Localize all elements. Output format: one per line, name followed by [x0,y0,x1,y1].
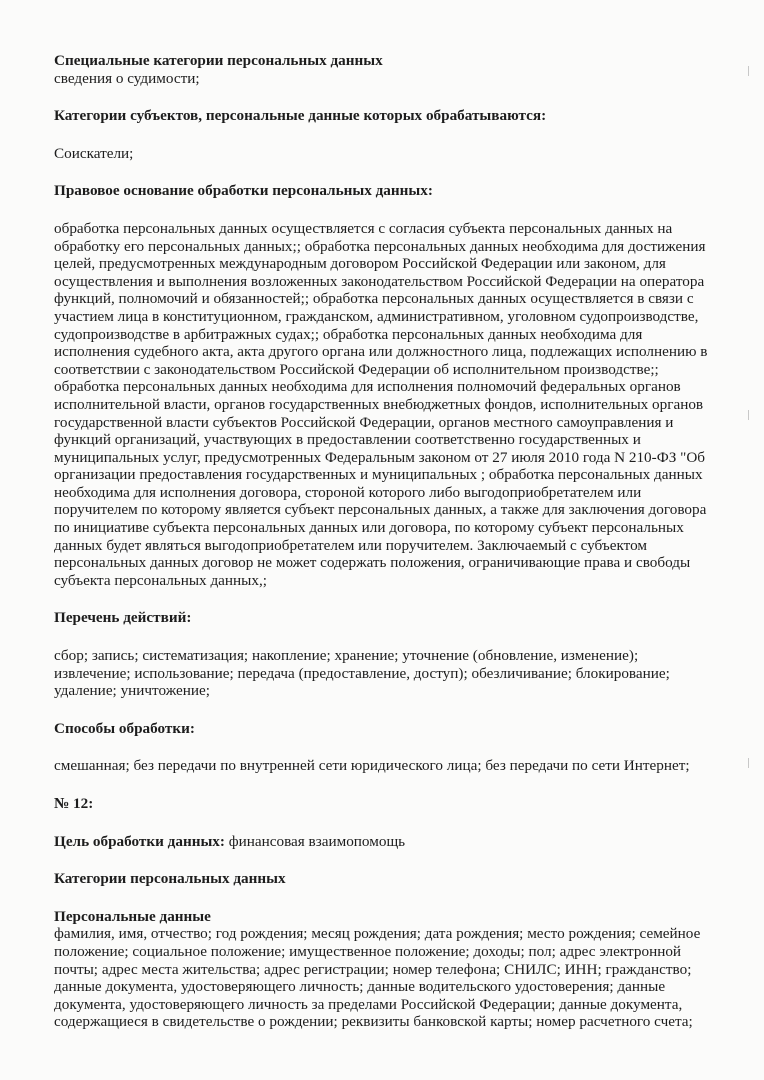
purpose-label: Цель обработки данных: [54,832,225,850]
actions-line: сбор; запись; систематизация; накопление; хранение; уточнение (обновление, изменение); [54,647,639,665]
personal-data-line: содержащиеся в свидетельстве о рождении; реквизиты банковской карты; номер расчетного счета; [54,1013,693,1031]
personal-data-line: данные документа, удостоверяющего личность; данные водительского удостоверения; данные [54,978,666,996]
document-body [54,52,724,1031]
legal-basis-line: организации предоставления государственных и муниципальных ; обработка персональных данных [54,466,703,484]
special-categories-heading: Специальные категории персональных данных [54,52,383,69]
subject-categories-value: Соискатели; [54,144,134,162]
special-categories-section [54,52,724,87]
actions-heading: Перечень действий: [54,609,192,627]
legal-basis-line: субъекта персональных данных,; [54,571,267,589]
legal-basis-line: необходима для исполнения договора, стороной которого либо выгодоприобретателем или [54,483,642,501]
legal-basis-heading: Правовое основание обработки персональных данных: [54,182,433,200]
legal-basis-line: муниципальных услуг, предусмотренных Федеральным законом от 27 июля 2010 года N 210-ФЗ "Об [54,448,706,466]
legal-basis-line: обработка персональных данных необходима для исполнения полномочий федеральных органов [54,378,681,396]
legal-basis-line: функций организаций, участвующих в предоставлении соответственно государственных и [54,431,641,449]
purpose-value: финансовая взаимопомощь [224,832,406,850]
legal-basis-line: исполнения судебного акта, акта другого органа или должностного лица, подлежащих исполнению в [54,343,708,361]
legal-basis-paragraph [54,220,724,589]
legal-basis-line: обработку его персональных данных;; обработка персональных данных необходима для достижения [54,237,706,255]
scan-edge-mark [748,66,749,76]
legal-basis-line: функций, полномочий и обязанностей;; обработка персональных данных осуществляется в связи с [54,290,694,308]
legal-basis-line: осуществления и выполнения возложенных законодательством Российской Федерации на оператора [54,272,705,290]
item-number-heading: № 12: [54,795,94,812]
legal-basis-line: государственной власти субъектов Российской Федерации, органов местного самоуправления и [54,413,674,431]
personal-data-line: документа, удостоверяющего личность за пределами Российской Федерации; данные документа, [54,995,683,1013]
actions-line: извлечение; использование; передача (предоставление, доступ); обезличивание; блокирование; [54,664,670,682]
legal-basis-line: судопроизводстве в арбитражных судах;; обработка персональных данных необходима для [54,325,643,343]
scan-edge-mark [748,410,749,420]
legal-basis-line: исполнительной власти, органов государственных внебюджетных фондов, исполнительных органов [54,395,704,413]
actions-section [54,609,724,699]
personal-data-heading: Персональные данные [54,907,211,925]
legal-basis-line: обработка персональных данных осуществляется с согласия субъекта персональных данных на [54,219,673,237]
subject-categories-section [54,107,724,162]
methods-value: смешанная; без передачи по внутренней сети юридического лица; без передачи по сети Интернет; [54,757,690,775]
legal-basis-line: участием лица в конституционном, гражданском, административном, уголовном судопроизводстве, [54,307,699,325]
personal-data-line: положение; социальное положение; имущественное положение; доходы; пол; адрес электронной [54,942,682,960]
legal-basis-line: поручителем по которому является субъект персональных данных, а также для заключения договора [54,501,707,519]
scan-edge-mark [748,758,749,768]
subject-categories-heading: Категории субъектов, персональные данные которых обрабатываются: [54,107,547,125]
personal-data-line: почты; адрес места жительства; адрес регистрации; номер телефона; СНИЛС; ИНН; гражданство; [54,960,692,978]
legal-basis-line: целей, предусмотренных международным договором Российской Федерации или законом, для [54,255,666,273]
methods-heading: Способы обработки: [54,719,195,737]
personal-data-section [54,908,724,1031]
legal-basis-line: персональных данных договор не может содержать положения, ограничивающие права и свободы [54,554,691,572]
personal-data-line: фамилия, имя, отчество; год рождения; месяц рождения; дата рождения; место рождения; семейное [54,925,701,943]
methods-section [54,720,724,775]
actions-line: удаление; уничтожение; [54,682,210,700]
data-categories-heading: Категории персональных данных [54,870,286,888]
legal-basis-line: по инициативе субъекта персональных данных или договора, по которому субъект персональных [54,519,684,537]
special-categories-value: сведения о судимости; [54,69,200,87]
legal-basis-section [54,182,724,589]
legal-basis-line: соответствии с законодательством Российской Федерации об исполнительном производстве;; [54,360,659,378]
legal-basis-line: данных будет являться выгодоприобретателем или поручителем. Заключаемый с субъектом [54,536,647,554]
purpose-line [54,833,724,851]
